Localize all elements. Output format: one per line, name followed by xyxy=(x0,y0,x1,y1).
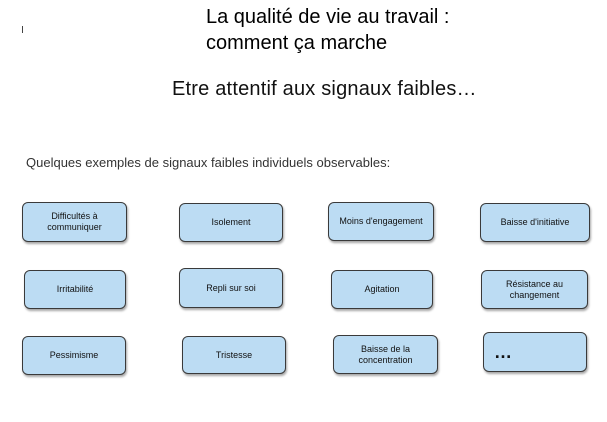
signal-box-difficultes-communiquer: Difficultés à communiquer xyxy=(22,202,127,242)
slide-subtitle: Etre attentif aux signaux faibles… xyxy=(172,78,477,100)
signal-box-isolement: Isolement xyxy=(179,203,283,242)
signal-box-baisse-initiative: Baisse d'initiative xyxy=(480,203,590,242)
signal-box-moins-engagement: Moins d'engagement xyxy=(328,202,434,241)
signal-box-repli-sur-soi: Repli sur soi xyxy=(179,268,283,308)
slide-title xyxy=(206,4,450,56)
signal-box-ellipsis: … xyxy=(483,332,587,372)
slide-title-line-1: La qualité de vie au travail : xyxy=(206,6,450,28)
signal-box-agitation: Agitation xyxy=(331,270,433,309)
text-cursor-mark xyxy=(22,26,23,33)
signal-box-irritabilite: Irritabilité xyxy=(24,270,126,309)
signal-box-resistance-changement: Résistance au changement xyxy=(481,270,588,309)
signal-box-tristesse: Tristesse xyxy=(182,336,286,374)
signal-box-pessimisme: Pessimisme xyxy=(22,336,126,375)
intro-text: Quelques exemples de signaux faibles individuels observables: xyxy=(26,155,391,170)
slide-title-line-2: comment ça marche xyxy=(206,32,388,54)
signal-box-baisse-concentration: Baisse de la concentration xyxy=(333,335,438,374)
